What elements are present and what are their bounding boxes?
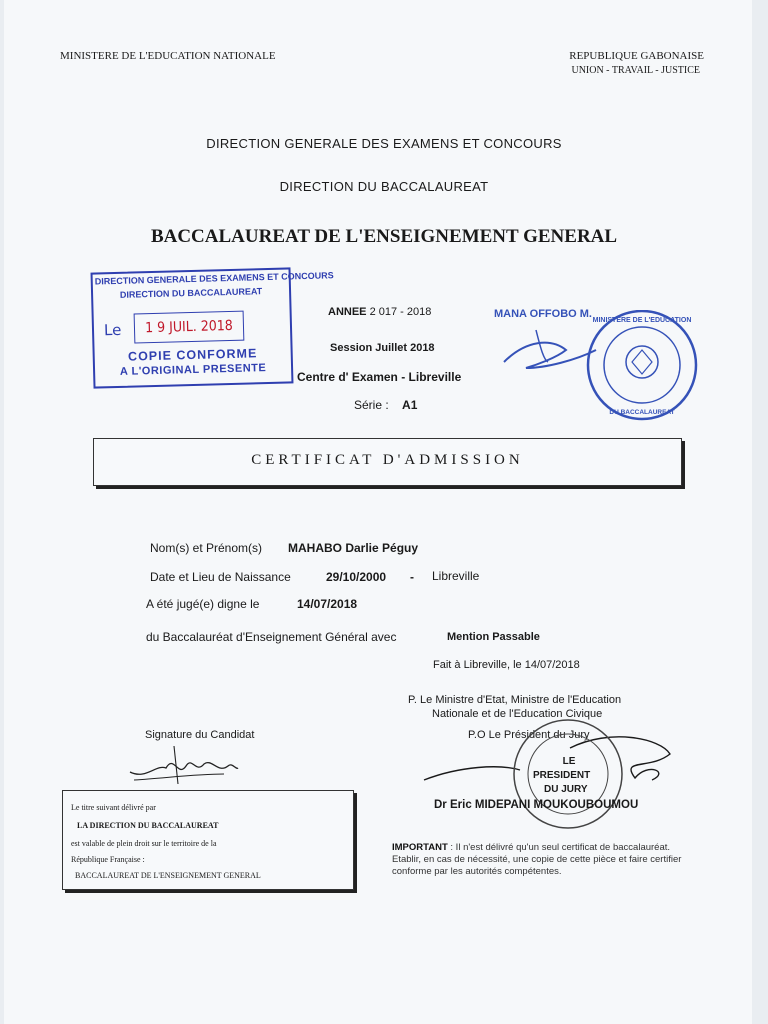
birth-sep: -	[410, 570, 414, 584]
fait-a: Fait à Libreville, le 14/07/2018	[433, 659, 580, 671]
stamp-original-presente: A L'ORIGINAL PRESENTE	[119, 362, 267, 378]
serie-value: A1	[402, 398, 418, 412]
direction-bac: DIRECTION DU BACCALAUREAT	[279, 179, 489, 194]
important-text: : Il n'est délivré qu'un seul certificat de baccalauréat. Etablir, en cas de nécessité, une copie de cette pièce et faire certifier conforme par les autorités compétentes.	[392, 842, 682, 877]
birth-label: Date et Lieu de Naissance	[150, 570, 291, 584]
official-seal-icon	[496, 310, 706, 425]
ministre-line1: P. Le Ministre d'Etat, Ministre de l'Education	[408, 694, 622, 706]
validity-note-box	[62, 790, 354, 890]
name-value: MAHABO Darlie Péguy	[288, 541, 419, 555]
seal-president: PRESIDENT	[533, 770, 591, 781]
ministry-header: MINISTERE DE L'EDUCATION NATIONALE	[60, 50, 276, 62]
seal-jury: DU JURY	[544, 784, 588, 795]
ministre-line2: Nationale et de l'Education Civique	[432, 708, 603, 720]
judged-label: A été jugé(e) digne le	[146, 597, 260, 611]
candidate-signature-icon	[126, 744, 242, 786]
birth-date: 29/10/2000	[326, 570, 387, 584]
signer-name: Dr Eric MIDEPANI MOUKOUBOUMOU	[434, 799, 639, 811]
stamp-copie-conforme: COPIE CONFORME	[127, 346, 258, 364]
motto: UNION - TRAVAIL - JUSTICE	[571, 65, 700, 76]
stamp-le: Le	[103, 320, 122, 340]
document-title: BACCALAUREAT DE L'ENSEIGNEMENT GENERAL	[150, 226, 618, 247]
certificate-title: CERTIFICAT D'ADMISSION	[251, 452, 524, 468]
serie-line	[354, 398, 417, 412]
republic-header: REPUBLIQUE GABONAISE	[569, 50, 704, 62]
serie-label: Série :	[354, 398, 389, 412]
note-line1: Le titre suivant délivré par	[71, 803, 156, 812]
note-line3: est valable de plein droit sur le territoire de la	[71, 839, 217, 848]
stamp-line-dgec: DIRECTION GENERALE DES EXAMENS ET CONCOURS	[94, 270, 334, 287]
copie-conforme-stamp	[91, 267, 334, 388]
note-line2: LA DIRECTION DU BACCALAUREAT	[77, 821, 219, 830]
stamp-line-bac: DIRECTION DU BACCALAUREAT	[119, 286, 263, 300]
birth-place: Libreville	[432, 569, 480, 583]
centre-examen: Centre d' Examen - Libreville	[297, 370, 462, 384]
annee-label: ANNEE	[328, 306, 367, 318]
svg-text:DU BACCALAUREAT: DU BACCALAUREAT	[609, 409, 675, 416]
session: Session Juillet 2018	[330, 342, 435, 354]
svg-text:MINISTERE DE L'EDUCATION: MINISTERE DE L'EDUCATION	[592, 317, 692, 324]
direction-generale: DIRECTION GENERALE DES EXAMENS ET CONCOURS	[206, 136, 562, 151]
signature-candidat-label: Signature du Candidat	[145, 729, 255, 741]
note-line4: République Française :	[71, 855, 145, 864]
annee-value: 2 017 - 2018	[369, 306, 432, 318]
signer-stamp-name: MANA OFFOBO M.	[494, 308, 592, 320]
po-president: P.O Le Président du Jury	[468, 729, 590, 741]
important-label: IMPORTANT	[392, 842, 448, 853]
seal-le: LE	[562, 756, 576, 767]
note-line5: BACCALAUREAT DE L'ENSEIGNEMENT GENERAL	[75, 871, 261, 880]
important-notice	[392, 842, 682, 878]
annee-line	[328, 306, 431, 318]
stamp-date: 1 9 JUIL. 2018	[134, 311, 245, 344]
judged-date: 14/07/2018	[297, 597, 358, 611]
bac-label: du Baccalauréat d'Enseignement Général avec	[146, 630, 397, 644]
mention: Mention Passable	[447, 631, 540, 643]
name-label: Nom(s) et Prénom(s)	[150, 541, 263, 555]
certificate-title-box	[93, 438, 682, 486]
